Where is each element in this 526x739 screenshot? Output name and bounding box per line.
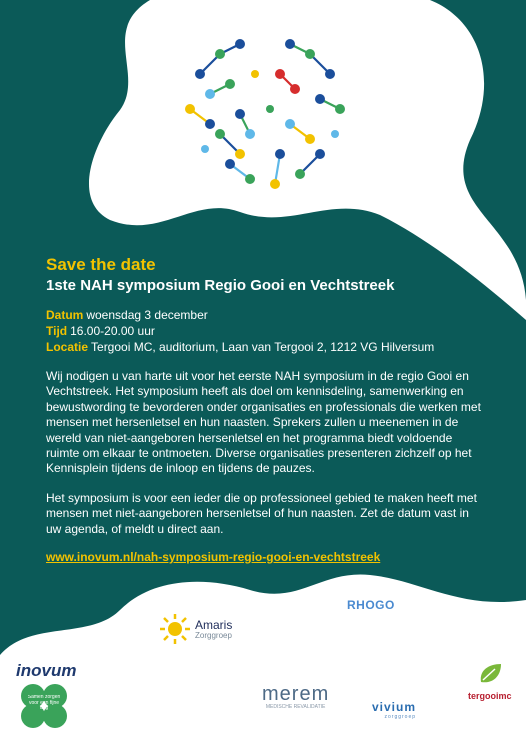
tergooi-logo[interactable] xyxy=(468,662,512,701)
tergooi-name: tergooimc xyxy=(468,691,512,701)
save-the-date-heading: Save the date xyxy=(46,255,156,274)
amaris-name: Amaris xyxy=(195,617,233,632)
leaf-icon xyxy=(477,662,503,686)
time-row xyxy=(46,323,486,339)
date-value: woensdag 3 december xyxy=(86,308,208,322)
registration-link[interactable]: www.inovum.nl/nah-symposium-regio-gooi-en-vechtstreek xyxy=(46,550,381,565)
amaris-logo[interactable] xyxy=(160,614,232,644)
date-label: Datum xyxy=(46,308,84,322)
merem-logo[interactable] xyxy=(262,684,329,710)
clover-icon xyxy=(19,683,69,729)
sun-icon xyxy=(160,614,190,644)
flyer-content xyxy=(46,255,486,564)
merem-name: merem xyxy=(262,683,330,705)
clover-text: Samen zorgen voor een fijne dag xyxy=(27,695,61,711)
vivium-subtitle: zorggroep xyxy=(384,714,417,720)
amaris-subtitle: Zorggroep xyxy=(195,630,232,640)
rhogo-logo[interactable]: RHOGO xyxy=(347,598,395,612)
event-details xyxy=(46,307,486,355)
audience-paragraph: Het symposium is voor een ieder die op professioneel gebied te maken heeft met mensen met niet-aangeboren hersenletsel of hun naasten. Zet de datum vast in uw agenda, of meldt u direct aan. xyxy=(46,490,477,536)
inovum-logo[interactable]: inovum xyxy=(16,661,77,680)
vivium-logo[interactable] xyxy=(372,700,416,720)
merem-subtitle: MEDISCHE REVALIDATIE xyxy=(265,704,326,710)
time-value: 16.00-20.00 uur xyxy=(70,324,155,338)
clover-logo[interactable] xyxy=(19,683,69,734)
brain-network-illustration xyxy=(170,14,360,199)
time-label: Tijd xyxy=(46,324,68,338)
intro-paragraph: Wij nodigen u van harte uit voor het eerste NAH symposium in de regio Gooi en Vechtstreek. Het symposium heeft als doel om kennisdeling, samenwerking en bewustwording te bevorderen onder organisaties en professionals die werken met mensen met hersenletsel en hun naasten. Sprekers zullen u meenemen in de wereld van niet-aangeboren hersenletsel en het programma biedt voldoende ruimte om elkaar te ontmoeten. Diverse organisaties presenteren zichzelf op het Kennisplein tijdens de inloop en tijdens de pauzes. xyxy=(46,369,481,476)
location-label: Locatie xyxy=(46,340,89,354)
vivium-name: vivium xyxy=(372,700,417,714)
location-row xyxy=(46,339,486,355)
symposium-title: 1ste NAH symposium Regio Gooi en Vechtstreek xyxy=(46,277,395,294)
location-value: Tergooi MC, auditorium, Laan van Tergooi 2, 1212 VG Hilversum xyxy=(91,340,435,354)
date-row xyxy=(46,307,486,323)
